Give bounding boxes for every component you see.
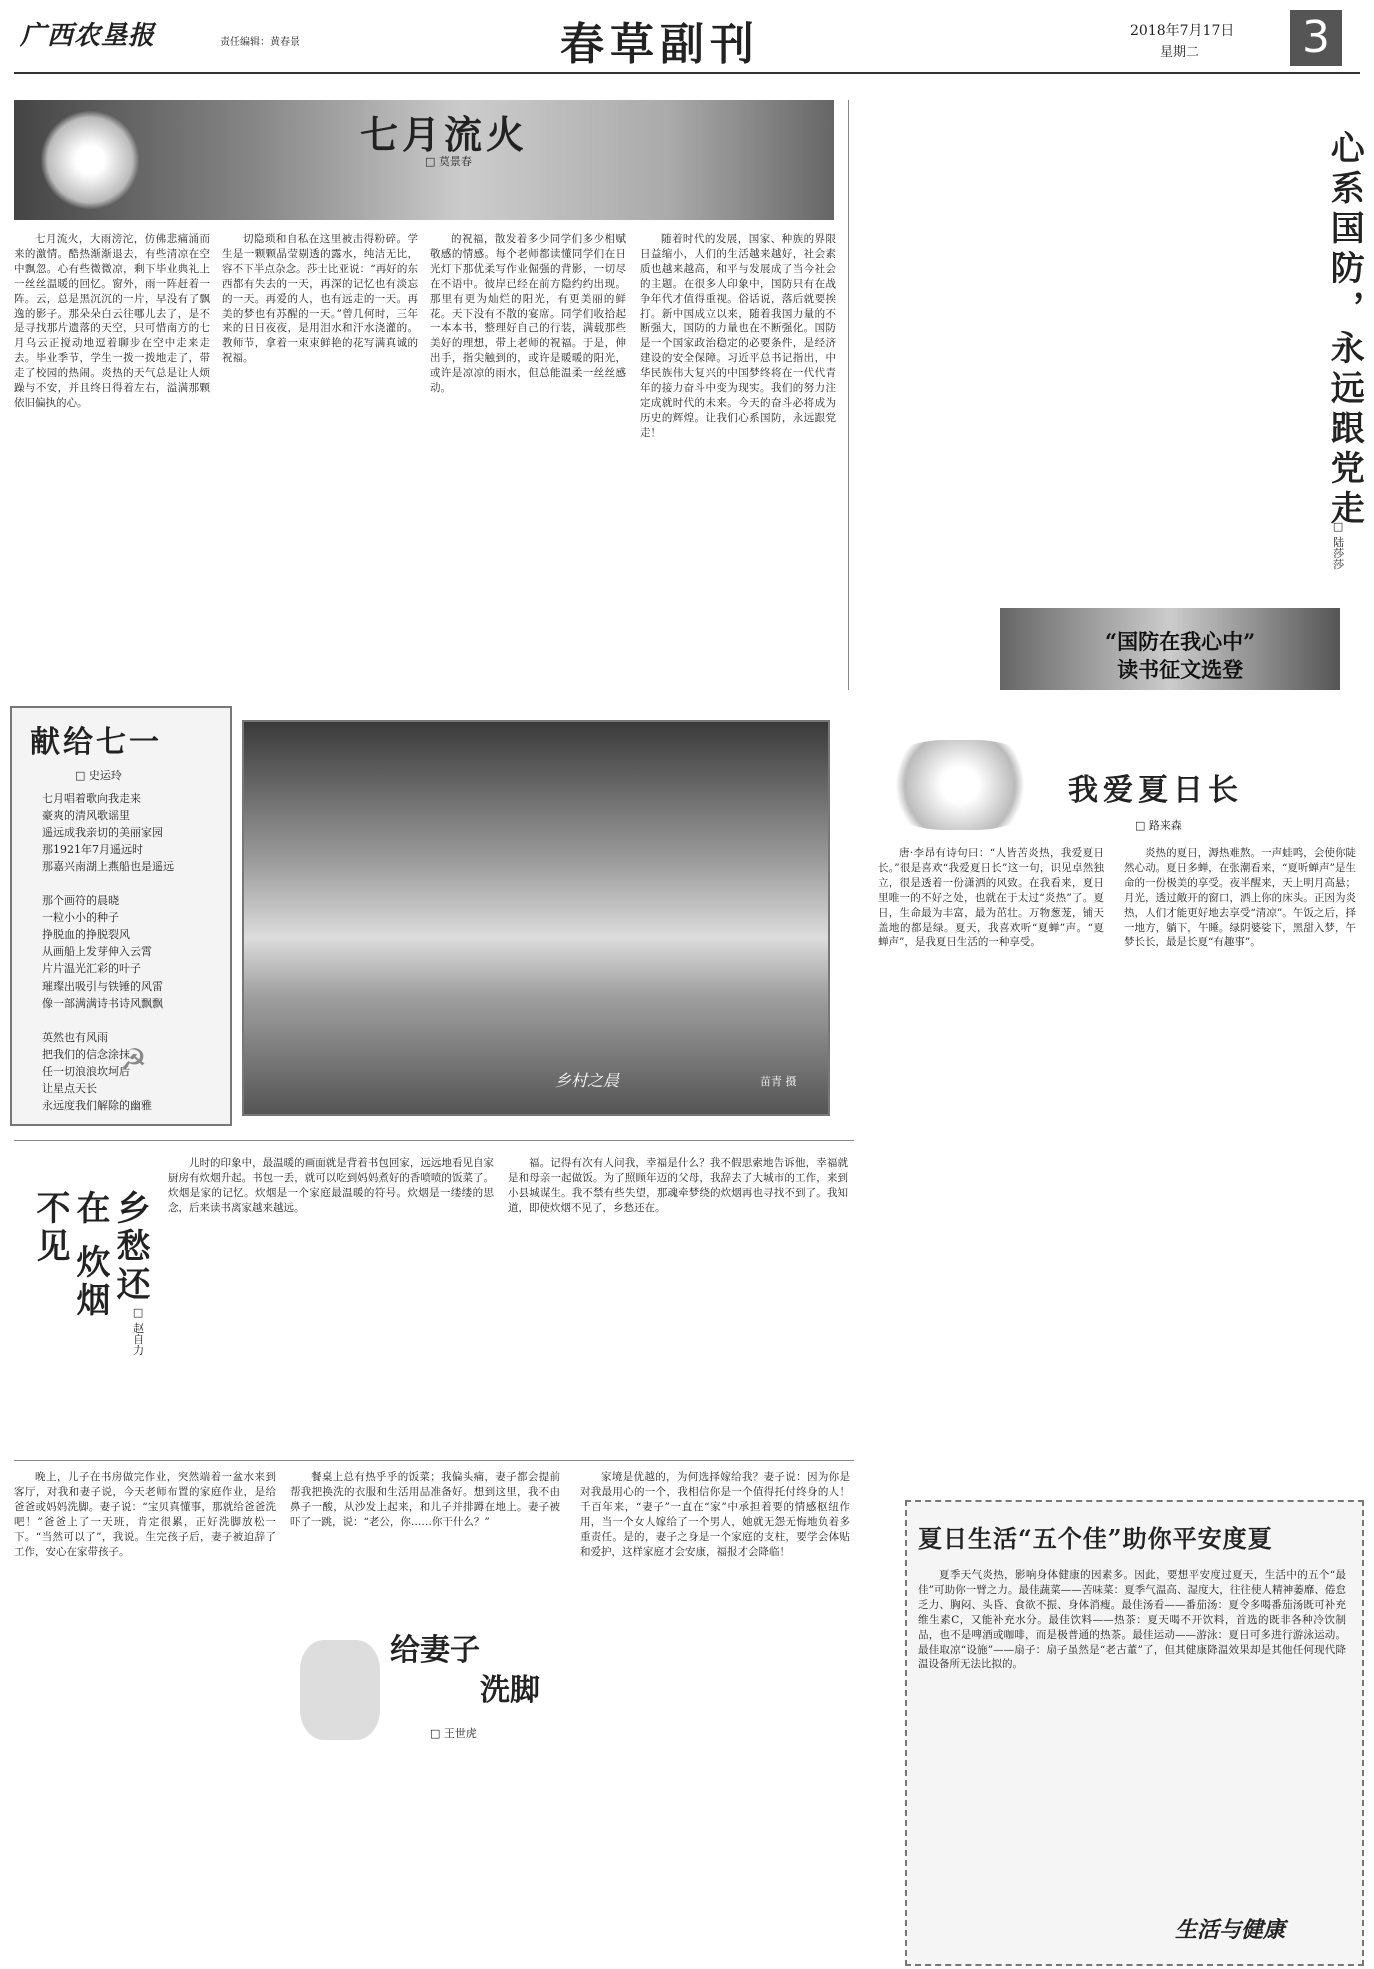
article-column-1: 七月流火，大雨滂沱，仿佛悲痛涌而来的激情。酷热渐渐退去，有些清凉在空中飘忽。心有些微微凉，剩下毕业典礼上一丝丝温暖的回忆。窗外，雨一阵赶着一阵。云，总是黑沉沉的一片，早没有了飘逸的影子。那朵朵白云往哪儿去了，是不是寻找那片遗落的天空，只可惜南方的七月乌云正搅动地逗着聊步在空中走来走去。毕业季节，学生一拨一拨地走了，带走了校园的热闹。炎热的天气总是让人烦躁与不安，并且终日得着左右，溢满那颗依旧偏执的心。	[14, 233, 210, 409]
article-column-2: 切隐琐和自私在这里被击得粉碎。学生是一颗颗晶莹剔透的露水，纯洁无比，容不下半点杂念。莎士比亚说：“再好的东西都有失去的一天，再深的记忆也有淡忘的一天。再爱的人，也有远走的一天。再美的梦也有苏醒的一天。”曾几何时，三年来的日日夜夜，是用泪水和汗水浇灌的。教师节，拿着一束束鲜艳的花写满真诚的祝福。	[222, 233, 418, 365]
article-title-wife-1: 给妻子	[390, 1633, 480, 1668]
summer-column-1: 唐·李昂有诗句曰：“人皆苦炎热，我爱夏日长。”很是喜欢“我爱夏日长”这一句，识见卓然独立，很是透着一份潇洒的风致。在我看来，夏日里唯一的不好之处，也就在于太过“炎热”了。夏日，生命最为丰富，最为茁壮。万物葱茏，铺天盖地的都是绿。夏天，我喜欢听“夏蝉”声。“夏蝉声”，是我夏日生活的一种享受。	[878, 847, 1104, 949]
wife-column-3: 家境是优越的，为何选择嫁给我？妻子说：因为你是对我最用心的一个，我相信你是一个值得托付终身的人！千百年来，“妻子”一直在“家”中承担着要的情感枢纽作用，当一个女人嫁给了一个男人，她就无怨无悔地负着多重责任。是的，妻子之身是一个家庭的支柱，要学会体贴和爱护，这样家庭才会安康，福报才会降临！	[580, 1471, 850, 1558]
column-divider	[848, 100, 849, 690]
lotus-leaf-icon	[880, 740, 1040, 830]
promo-line-1: “国防在我心中”	[1105, 629, 1256, 654]
poem-title: 献给七一	[30, 725, 162, 760]
party-emblem-icon: ☭	[120, 1043, 147, 1078]
page-number: 3	[1290, 10, 1342, 66]
issue-date: 2018年7月17日	[1130, 23, 1235, 39]
article-title-smoke: 乡愁还在 炊烟不见	[30, 1190, 150, 1320]
article-column-3: 的祝福，散发着多少同学们多少相赋敬感的情感。每个老师都读懂同学们在日光灯下那优柔写作业倔强的背影，一切尽在不语中。彼岸已经在前方隐约约出现。那里有更为灿烂的阳光，有更美丽的鲜花。天下没有不散的宴席。同学们收拾起一本本书，整理好自己的行装，满载那些美好的理想，带上老师的祝福。于是，伸出手，指尖触到的，或许是暖暖的阳光，或许是凉凉的雨水，但总能温柔一丝丝感动。	[430, 233, 626, 395]
poem-text: 七月唱着歌向我走来 豪爽的清风歌谣里 遥远成我亲切的美丽家园 那1921年7月遥远时 那嘉兴南湖上燕船也是遥远 那个画符的晨晓 一粒小小的种子 挣脱血的挣脱裂风 从画船上发芽伸入云霄 片片温光汇彩的叶子 璀璨出吸引与铁锤的风雷 像一部满满诗书诗风飘飘 英然也有风雨 把我们的信念涂抹 任一切浪浪坎坷后 让星点天长 永远度我们解除的幽雅	[42, 792, 174, 1112]
header-rule	[14, 72, 1360, 74]
photo-credit: 苗青 摄	[760, 1075, 797, 1088]
photo-caption: 乡村之晨	[555, 1071, 620, 1090]
section-divider	[14, 1140, 854, 1141]
health-title: 夏日生活“五个佳”助你平安度夏	[918, 1524, 1273, 1553]
article-title-wife-2: 洗脚	[480, 1673, 540, 1708]
wife-column-2: 餐桌上总有热乎乎的饭菜；我偏头痛，妻子都会提前帮我把换洗的衣服和生活用品准备好。想到这里，我不由鼻子一酸，从沙发上起来，和儿子并排蹲在地上。妻子被吓了一跳，说：“老公，你……你干什么？”	[290, 1471, 560, 1528]
editor-credit: 责任编辑：黄春景	[220, 37, 300, 48]
dandelion-icon	[40, 110, 140, 210]
poem-author: □ 史运玲	[75, 769, 122, 782]
health-section-logo: 生活与健康	[1175, 1917, 1286, 1943]
summer-column-2: 炎热的夏日，溽热难熬。一声蛙鸣，会使你陡然心动。夏日多蝉，在张潮看来，“夏听蝉声”是生命的一份极美的享受。夜半醒来，天上明月高悬；月光，透过敞开的窗口，洒上你的床头。正因为炎热，人们才能更好地去享受“清凉”。午饭之后，择一地方，躺下，午睡。绿阴婆娑下，黑甜入梦，午梦长长，最是长夏“有趣事”。	[1124, 847, 1356, 949]
article-column-4: 随着时代的发展，国家、种族的界限日益缩小，人们的生活越来越好，社会素质也越来越高，和平与发展成了当今社会的主题。在很多人印象中，国防只有在战争年代才值得重视。俗话说，落后就要挨打。新中国成立以来，随着我国力量的不断强大，国防的力量也在不断强化。国防是一个国家政治稳定的必要条件，是经济建设的安全保障。习近平总书记指出，中华民族伟大复兴的中国梦终将在一代代青年的接力奋斗中变为现实。我们的努力注定成就时代的未来。今天的奋斗必将成为历史的辉煌。让我们心系国防，永远跟党走！	[640, 233, 836, 439]
article-author-summer: □ 路来森	[1135, 819, 1182, 832]
issue-weekday: 星期二	[1160, 45, 1200, 60]
article-author-qiyue: □ 莫景春	[425, 155, 472, 168]
newspaper-logo: 广西农垦报	[20, 21, 156, 51]
section-title: 春草副刊	[560, 19, 760, 70]
article-title-qiyue: 七月流火	[360, 112, 529, 157]
side-title-guofang: 心系国防，永远跟党走	[1324, 130, 1365, 530]
article-title-summer: 我爱夏日长	[1068, 773, 1243, 808]
section-divider-2	[14, 1460, 854, 1461]
promo-line-2: 读书征文选登	[1117, 657, 1244, 682]
couple-illustration-icon	[300, 1640, 380, 1740]
health-text: 夏季天气炎热，影响身体健康的因素多。因此，要想平安度过夏天，生活中的五个“最佳”可助你一臂之力。最佳蔬菜——苦味菜：夏季气温高、湿度大，往往使人精神萎靡、倦怠乏力、胸闷、头昏、食欲不振、身体消瘦。最佳汤看——番茄汤：夏令多喝番茄汤既可补充维生素C，又能补充水分。最佳饮料——热茶：夏天喝不开饮料，首选的既非各种冷饮制品，也不是啤酒或咖啡，而是极普通的热茶。最佳运动——游泳：夏日可多进行游泳运动。最佳取凉“设施”——扇子：扇子虽然是“老古董”了，但其健康降温效果却是其他任何现代降温设备所无法比拟的。	[918, 1569, 1346, 1671]
essay-contest-text	[1105, 628, 1255, 684]
article-author-smoke: □ 赵自力	[131, 1306, 145, 1356]
wife-column-1: 晚上，儿子在书房做完作业，突然端着一盆水来到客厅，对我和妻子说，今天老师布置的家庭作业，是给爸爸或妈妈洗脚。妻子说：“宝贝真懂事，那就给爸爸洗吧！”爸爸上了一天班，肯定很累，正好洗脚放松一下。“当然可以了”，我说。生完孩子后，妻子被迫辞了工作，安心在家带孩子。	[14, 1471, 276, 1558]
smoke-column-2: 福。记得有次有人问我，幸福是什么？我不假思索地告诉他，幸福就是和母亲一起做饭。为了照顾年迈的父母，我辞去了大城市的工作，来到小县城谋生。我不禁有些失望，那魂牵梦绕的炊烟再也寻找不到了。我知道，即使炊烟不见了，乡愁还在。	[508, 1157, 848, 1214]
landscape-photo	[242, 720, 830, 1116]
smoke-column-1: 儿时的印象中，最温暖的画面就是背着书包回家，远远地看见自家厨房有炊烟升起。书包一丢，就可以吃到妈妈煮好的香喷喷的饭菜了。炊烟是家的记忆。炊烟是一个家庭最温暖的符号。炊烟是一缕缕的思念，后来读书离家越来越远。	[168, 1157, 494, 1214]
side-author: □ 陆莎莎	[1331, 520, 1345, 570]
article-author-wife: □ 王世虎	[430, 1727, 477, 1740]
